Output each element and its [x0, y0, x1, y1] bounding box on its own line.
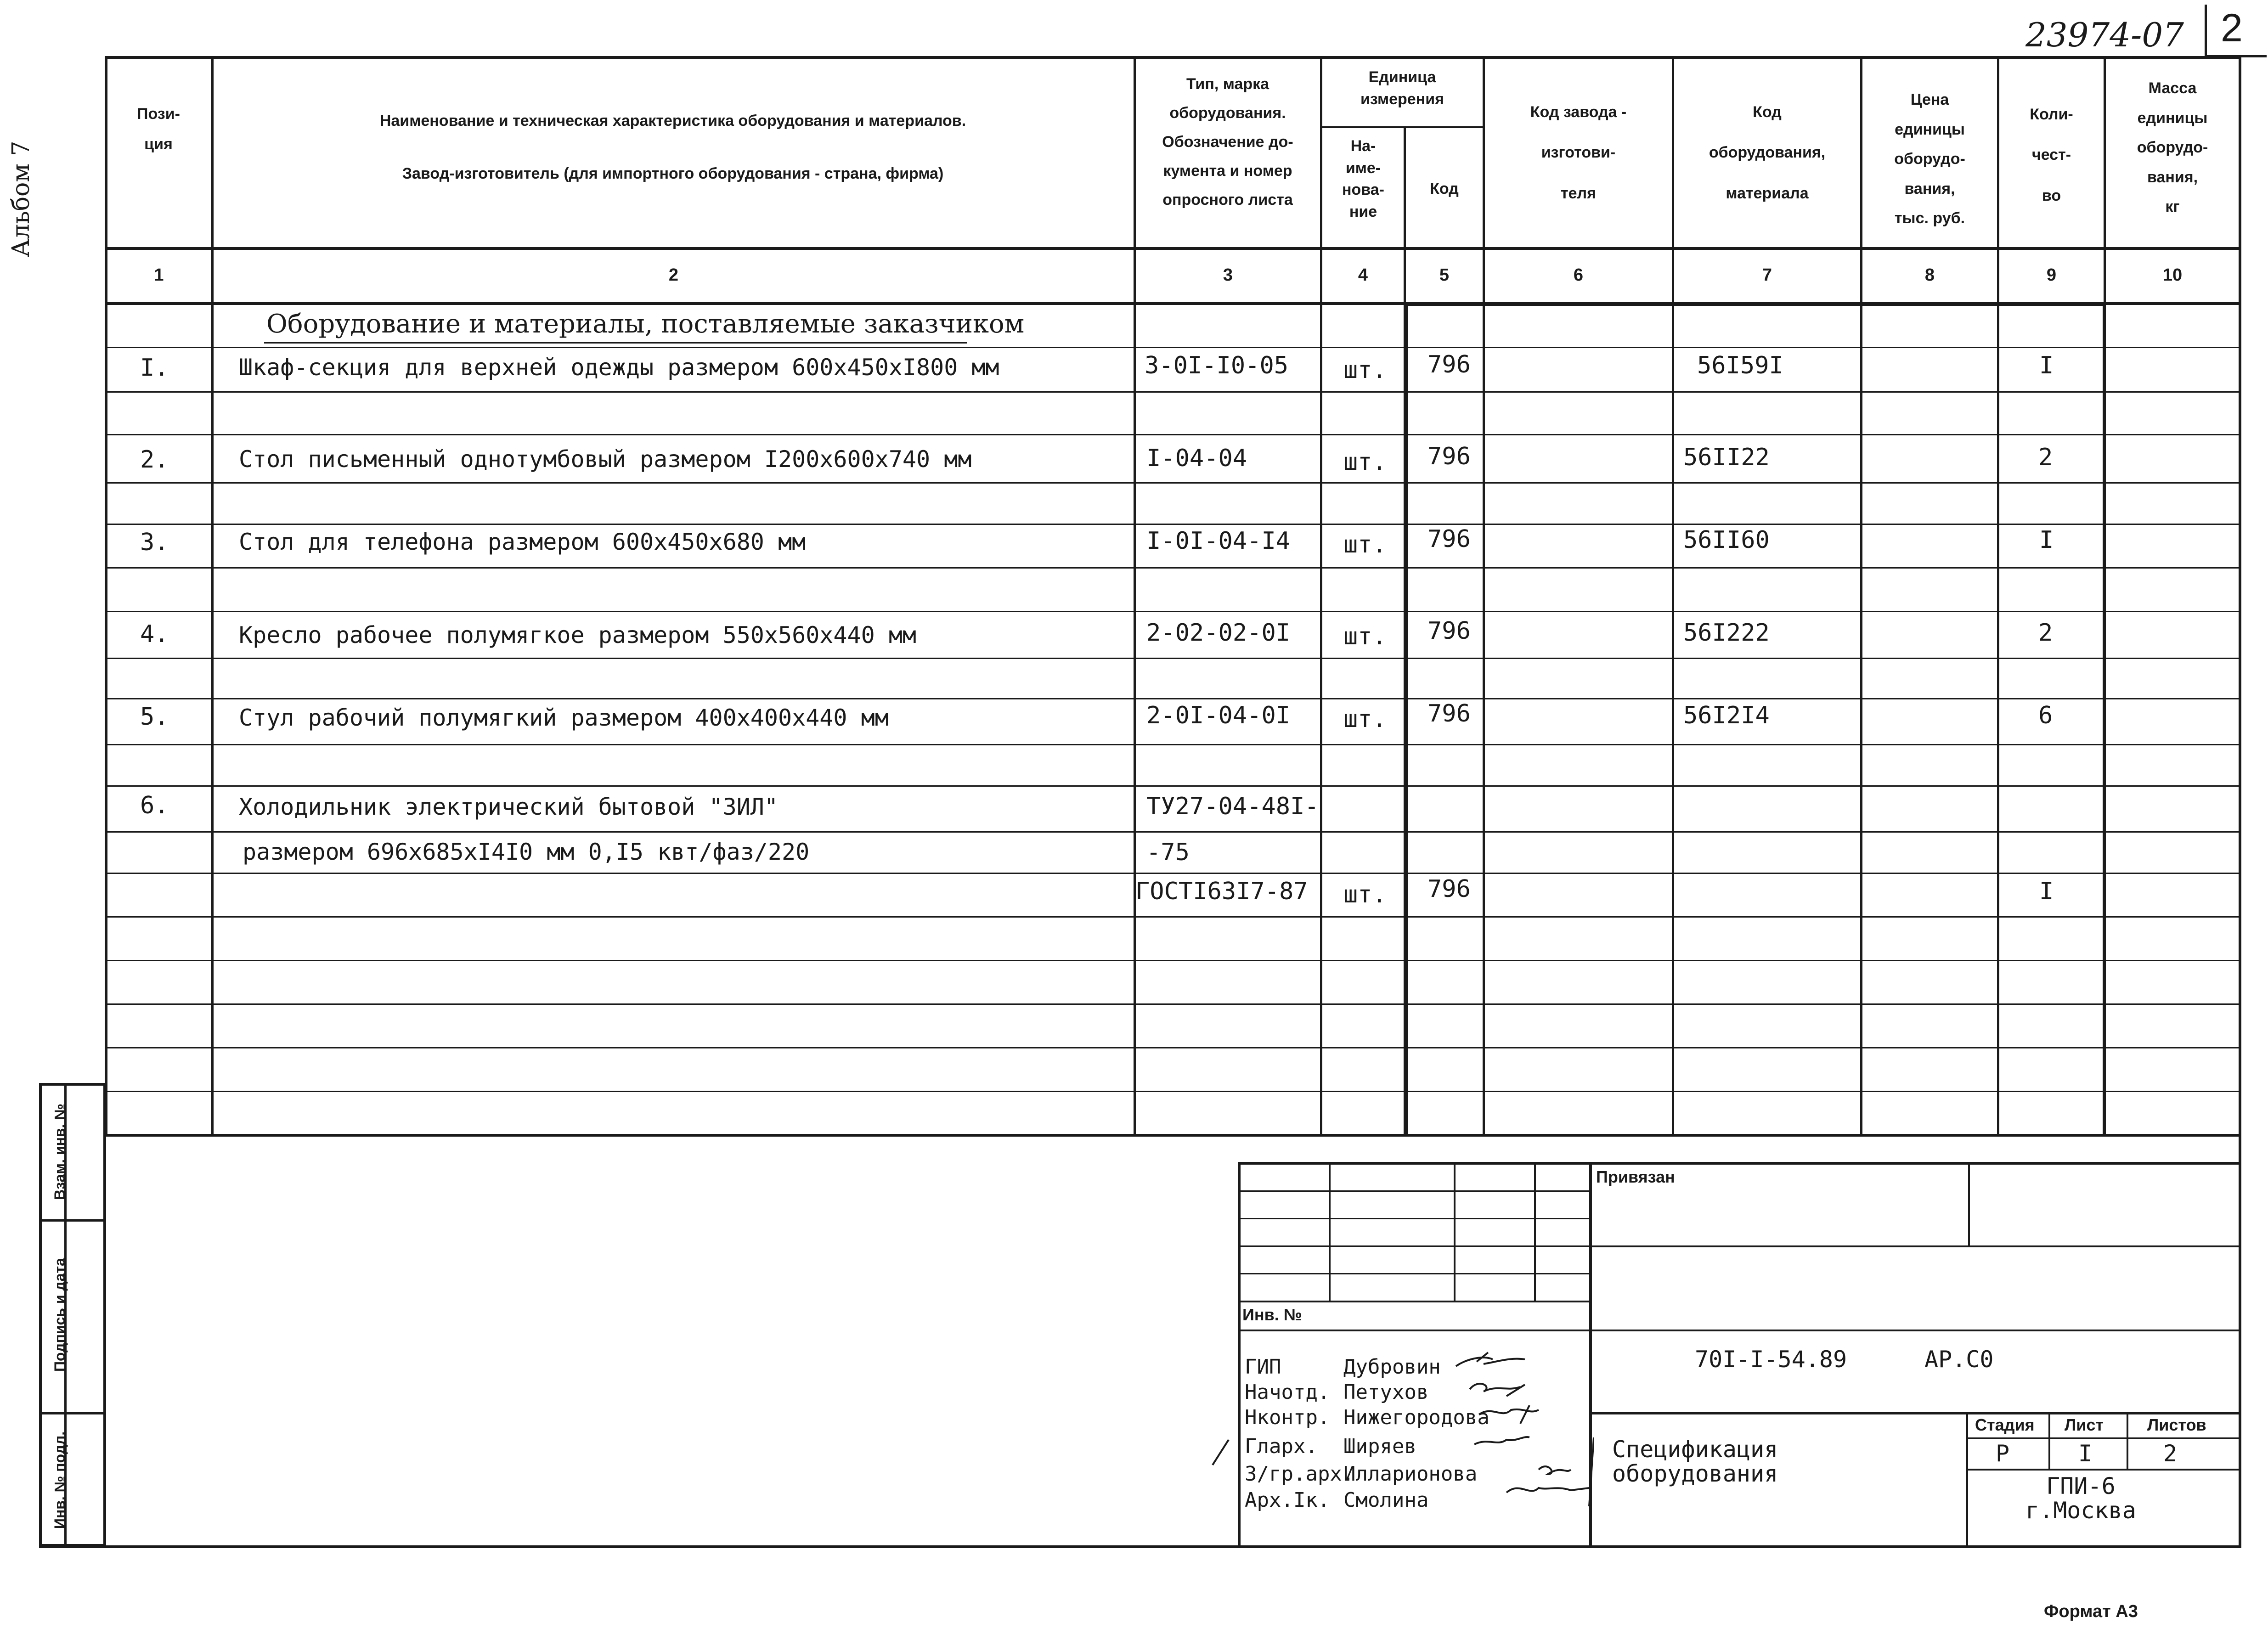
tb-role-1-name: Дубровин: [1343, 1355, 1441, 1379]
row6-type: ТУ27-04-48I-: [1146, 793, 1319, 820]
signatures: [1208, 1341, 1594, 1525]
header-price: Цена единицы оборудо- вания, тыс. руб.: [1894, 91, 1965, 227]
row4-type: 2-02-02-0I: [1146, 619, 1291, 647]
row6c-code: 796: [1427, 875, 1471, 903]
side-stamp-row-line: [39, 1412, 106, 1414]
side-sign-date: Подпись и дата: [51, 1258, 68, 1372]
row2-code: 796: [1427, 443, 1471, 470]
tb-sheets-label: Листов: [2147, 1415, 2206, 1434]
row-line: [105, 1003, 2241, 1005]
row3-name: Стол для телефона размером 600х450х680 мм: [239, 529, 806, 555]
tb-row: [1238, 1301, 1589, 1302]
tb-role-4-name: Ширяев: [1343, 1435, 1416, 1458]
tb-stage-vline: [1966, 1412, 1968, 1548]
row2-qty: 2: [2038, 444, 2053, 471]
row1-code: 796: [1427, 351, 1471, 378]
row-line: [105, 744, 2241, 745]
row3-eq-code: 56II60: [1683, 526, 1770, 554]
tb-role-3: Нконтр.: [1245, 1406, 1330, 1429]
tb-inv-no: Инв. №: [1242, 1305, 1302, 1324]
row6c-type: ГОСТI63I7-87: [1135, 878, 1308, 905]
sheet-code: 23974-07: [2025, 16, 2184, 54]
row-line: [105, 785, 2241, 787]
row-line: [105, 1047, 2241, 1048]
tb-sheet-label: Лист: [2065, 1415, 2104, 1434]
colnum-1: 1: [154, 265, 164, 285]
colnum-3: 3: [1223, 265, 1233, 285]
row2-position: 2.: [140, 446, 169, 473]
tb-role-4: Гларх.: [1245, 1435, 1318, 1458]
row1-name: Шкаф-секция для верхней одежды размером 600х450хI800 мм: [239, 354, 999, 381]
tb-role-2-name: Петухов: [1343, 1380, 1429, 1404]
tb-sheet: I: [2078, 1440, 2093, 1467]
tb-role-2: Начотд.: [1245, 1380, 1330, 1404]
row2-name: Стол письменный однотумбовый размером I200х600х740 мм: [239, 446, 972, 473]
header-name-line2: Завод-изготовитель (для импортного оборудования - страна, фирма): [402, 165, 944, 182]
tb-row: [1238, 1245, 1589, 1247]
vline-col2: [1134, 56, 1136, 1137]
section-title: Оборудование и материалы, поставляемые заказчиком: [266, 309, 1025, 339]
tb-row-right: [1589, 1330, 2241, 1331]
row-line: [105, 831, 2241, 833]
row4-eq-code: 56I222: [1683, 619, 1770, 647]
row6-position: 6.: [140, 792, 169, 819]
header-factory-code: Код завода - изготови- теля: [1530, 103, 1627, 202]
tb-row: [1238, 1190, 1589, 1192]
tb-role-1: ГИП: [1245, 1355, 1281, 1379]
side-vzam-inv: Взам. инв. №: [51, 1104, 68, 1200]
hline-unit: [1320, 126, 1483, 128]
colnum-8: 8: [1924, 265, 1935, 285]
side-stamp: [39, 1083, 106, 1547]
sheet-number: 2: [2221, 6, 2243, 50]
row5-code: 796: [1427, 700, 1471, 727]
row1-position: I.: [140, 354, 169, 382]
row4-position: 4.: [140, 620, 169, 648]
row2-unit: шт.: [1343, 448, 1387, 476]
row5-type: 2-0I-04-0I: [1146, 702, 1291, 729]
row4-unit: шт.: [1343, 623, 1387, 650]
tb-role-5-name: Илларионова: [1343, 1462, 1478, 1486]
tb-org: ГПИ-6 г.Москва: [2025, 1473, 2136, 1524]
row-line: [105, 524, 2241, 525]
header-type: Тип, марка оборудования. Обозначение до- кумента и номер опросного листа: [1162, 75, 1293, 208]
colnum-6: 6: [1573, 265, 1584, 285]
tb-doc-mark: АР.С0: [1924, 1346, 1994, 1373]
row4-qty: 2: [2038, 619, 2053, 647]
tb-row: [1238, 1218, 1589, 1219]
section-underline: [264, 342, 967, 344]
row6c-unit: шт.: [1343, 881, 1387, 908]
row1-qty: I: [2039, 352, 2054, 379]
tb-row: [1238, 1330, 1589, 1331]
header-equipment-code: Код оборудования, материала: [1709, 103, 1826, 202]
side-stamp-row-line: [39, 1219, 106, 1222]
row5-qty: 6: [2038, 702, 2053, 729]
hline-numbers: [105, 302, 2241, 305]
row2-eq-code: 56II22: [1683, 444, 1770, 471]
tb-vline: [1329, 1162, 1331, 1302]
row3-unit: шт.: [1343, 531, 1387, 558]
tb-role-5: З/гр.арх.: [1245, 1462, 1354, 1486]
row-line: [105, 434, 2241, 435]
row2-type: I-04-04: [1146, 445, 1247, 472]
row4-name: Кресло рабочее полумягкое размером 550х560х440 мм: [239, 622, 917, 648]
tb-role-3-name: Нижегородова: [1343, 1406, 1489, 1429]
row1-unit: шт.: [1343, 356, 1387, 384]
side-inv-podl: Инв. № подл.: [51, 1431, 68, 1529]
tb-row: [1238, 1273, 1589, 1274]
tb-stage-vline: [2048, 1412, 2050, 1470]
row5-unit: шт.: [1343, 705, 1387, 733]
tb-privyazan-vline: [1968, 1162, 1970, 1247]
row-line: [105, 567, 2241, 569]
hline-header: [105, 247, 2241, 250]
tb-stage-label: Стадия: [1975, 1415, 2035, 1434]
header-unit: Единица измерения: [1360, 68, 1444, 108]
colnum-4: 4: [1358, 265, 1368, 285]
header-position: Пози- ция: [137, 105, 180, 153]
row3-type: I-0I-04-I4: [1146, 527, 1291, 555]
format-label: Формат А3: [2044, 1602, 2138, 1621]
row6c-qty: I: [2039, 878, 2054, 905]
row-line: [105, 960, 2241, 961]
tb-doc-code: 70I-I-54.89: [1695, 1346, 1847, 1373]
row6-name: Холодильник электрический бытовой "ЗИЛ": [239, 794, 778, 820]
tb-role-6-name: Смолина: [1343, 1488, 1429, 1512]
row-line: [105, 611, 2241, 612]
colnum-9: 9: [2046, 265, 2057, 285]
row4-code: 796: [1427, 617, 1471, 645]
colnum-10: 10: [2162, 265, 2183, 285]
colnum-7: 7: [1762, 265, 1772, 285]
tb-row-right: [1589, 1412, 2241, 1414]
tb-stage: Р: [1996, 1440, 2010, 1467]
row-line: [105, 916, 2241, 918]
row-line: [105, 391, 2241, 393]
tb-sheets: 2: [2163, 1440, 2178, 1467]
row5-eq-code: 56I2I4: [1683, 702, 1770, 729]
header-quantity: Коли- чест- во: [2030, 106, 2073, 204]
row-line: [105, 347, 2241, 348]
header-mass: Масса единицы оборудо- вания, кг: [2137, 79, 2208, 216]
header-unit-name: На- име- нова- ние: [1342, 137, 1384, 220]
colnum-2: 2: [668, 265, 679, 285]
album-label: Альбом 7: [7, 141, 35, 257]
tb-stage-vline: [2127, 1412, 2128, 1470]
header-name-line1: Наименование и техническая характеристика оборудования и материалов.: [379, 112, 966, 130]
row1-eq-code: 56I59I: [1697, 352, 1783, 379]
row-line: [105, 1091, 2241, 1092]
row3-code: 796: [1427, 525, 1471, 553]
row5-position: 5.: [140, 703, 169, 731]
row-line: [105, 698, 2241, 699]
row-line: [105, 873, 2241, 874]
tb-vline: [1534, 1162, 1536, 1302]
header-unit-code: Код: [1430, 180, 1459, 197]
tb-row-right: [1589, 1245, 2241, 1247]
row1-type: 3-0I-I0-05: [1145, 352, 1289, 379]
row3-qty: I: [2039, 526, 2054, 554]
tb-stage-row: [1966, 1437, 2241, 1439]
tb-role-6: Арх.Iк.: [1245, 1488, 1330, 1512]
row6b-type: -75: [1146, 839, 1190, 866]
tb-privyazan: Привязан: [1596, 1167, 1675, 1186]
vline-col1: [211, 56, 214, 1137]
row6b-name: размером 696х685хI4I0 мм 0,I5 квт/фаз/220: [243, 839, 810, 865]
tb-doc-title: Спецификация оборудования: [1612, 1436, 1778, 1487]
colnum-5: 5: [1439, 265, 1450, 285]
row-line: [105, 482, 2241, 484]
row-line: [105, 658, 2241, 659]
tb-vline: [1454, 1162, 1456, 1302]
row3-position: 3.: [140, 529, 169, 556]
tb-stage-row: [1966, 1469, 2241, 1471]
row5-name: Стул рабочий полумягкий размером 400х400х440 мм: [239, 704, 889, 731]
